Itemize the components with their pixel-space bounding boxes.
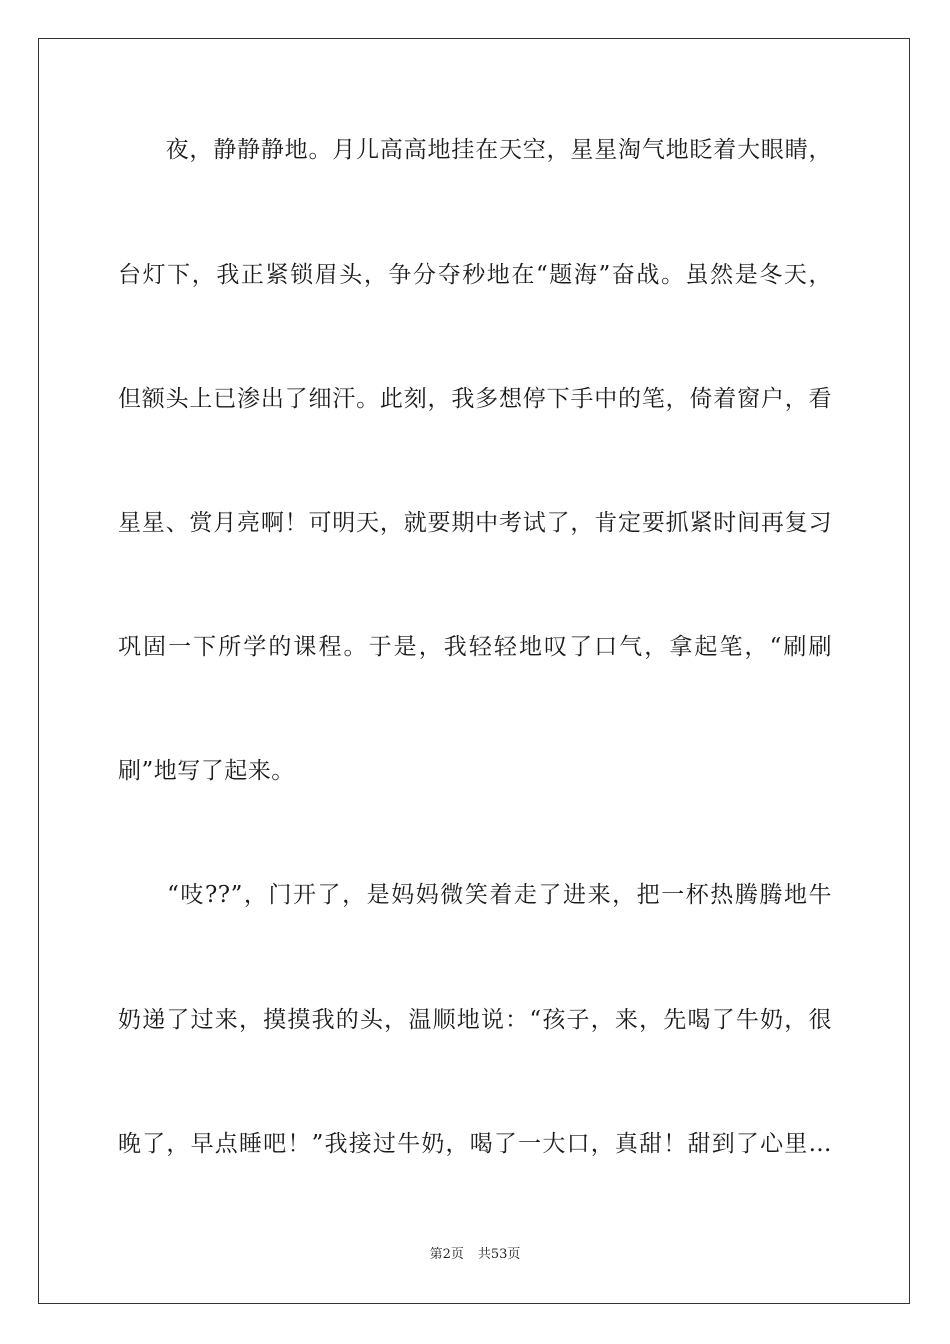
paragraph-1-line-4: 星星、赏月亮啊！可明天，就要期中考试了，肯定要抓紧时间再复习 (118, 510, 832, 536)
paragraph-1-line-1: 夜，静静静地。月儿高高地挂在天空，星星淘气地眨着大眼睛， (118, 137, 832, 163)
paragraph-1-line-2: 台灯下，我正紧锁眉头，争分夺秒地在“题海”奋战。虽然是冬天， (118, 262, 832, 288)
paragraph-1-line-6: 刷”地写了起来。 (118, 758, 295, 784)
page-total: 共53页 (477, 1247, 521, 1262)
paragraph-1-line-5: 巩固一下所学的课程。于是，我轻轻地叹了口气，拿起笔，“刷刷 (118, 634, 832, 660)
paragraph-2-line-1: “吱??”，门开了，是妈妈微笑着走了进来，把一杯热腾腾地牛 (118, 882, 832, 908)
page-border (38, 38, 910, 1304)
page-footer (0, 1246, 950, 1264)
paragraph-1-line-3: 但额头上已渗出了细汗。此刻，我多想停下手中的笔，倚着窗户，看 (118, 386, 832, 412)
page-number: 第2页 (429, 1247, 464, 1262)
paragraph-2-line-3: 晚了，早点睡吧！”我接过牛奶，喝了一大口，真甜！甜到了心里… (118, 1131, 832, 1157)
paragraph-2-line-2: 奶递了过来，摸摸我的头，温顺地说：“孩子，来，先喝了牛奶，很 (118, 1007, 832, 1033)
